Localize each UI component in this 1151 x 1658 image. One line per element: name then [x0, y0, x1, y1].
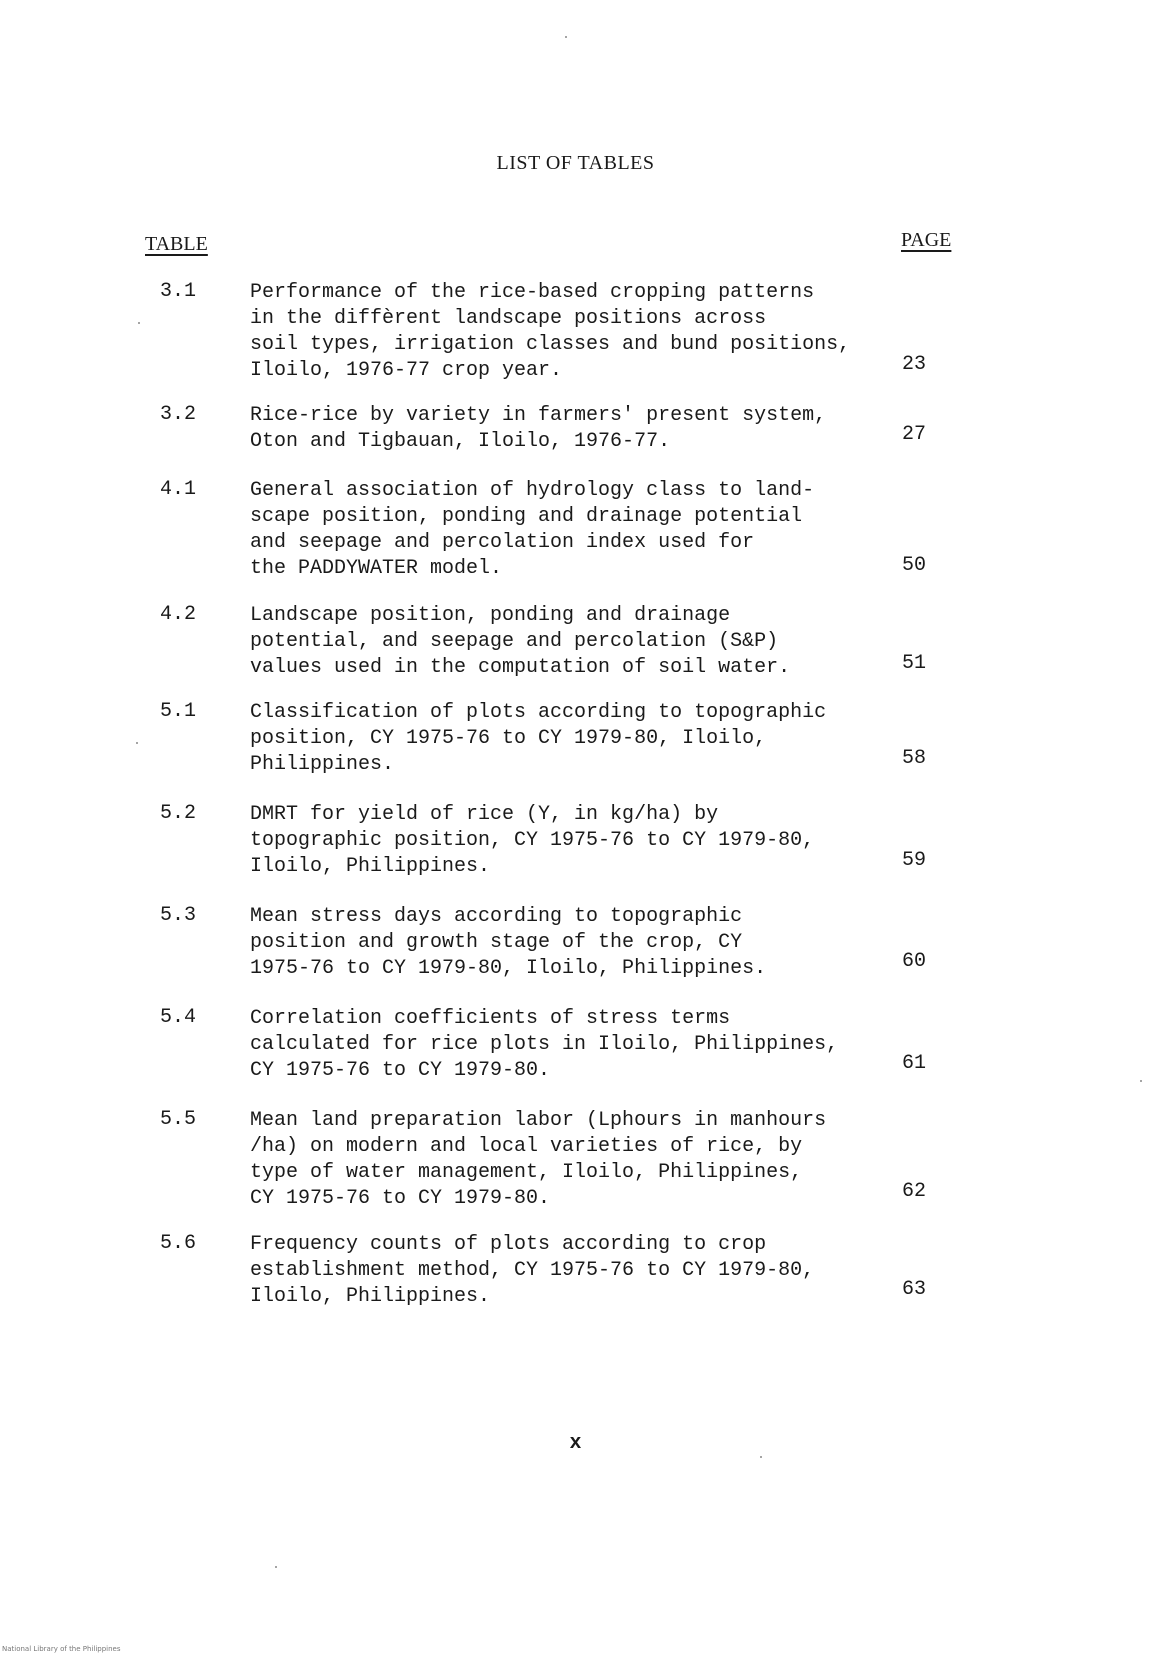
list-item	[0, 403, 1151, 478]
scan-speck	[275, 1566, 277, 1568]
page-title: LIST OF TABLES	[496, 152, 655, 174]
table-description: Landscape position, ponding and drainage potential, and seepage and percolation (S&P) values used in the computation of soil water.	[250, 604, 791, 679]
scan-speck	[136, 742, 138, 744]
table-page: 61	[901, 1052, 926, 1075]
table-page: 50	[901, 554, 926, 577]
table-number: 5.6	[160, 1232, 197, 1255]
list-item	[0, 802, 1151, 904]
list-item	[0, 1232, 1151, 1334]
table-description: Rice-rice by variety in farmers' present system, Oton and Tigbauan, Iloilo, 1976-77.	[250, 404, 827, 453]
page-number: x	[569, 1432, 582, 1455]
table-number: 3.1	[160, 280, 197, 303]
list-item	[0, 280, 1151, 403]
table-page: 51	[901, 652, 926, 675]
list-item	[0, 1108, 1151, 1232]
list-item	[0, 700, 1151, 802]
list-item	[0, 904, 1151, 1006]
scan-speck	[760, 1456, 762, 1458]
list-item	[0, 1006, 1151, 1108]
table-page: 60	[901, 950, 926, 973]
page-column-header: PAGE	[901, 229, 952, 251]
scan-speck	[138, 322, 140, 324]
table-page: 27	[901, 423, 926, 446]
table-number: 5.5	[160, 1108, 197, 1131]
list-item	[0, 478, 1151, 603]
table-page: 63	[901, 1278, 926, 1301]
table-page: 59	[901, 849, 926, 872]
table-description: Mean stress days according to topographic position and growth stage of the crop, CY 1975-76 to CY 1979-80, Iloilo, Philippines.	[250, 905, 767, 980]
table-number: 5.2	[160, 802, 197, 825]
table-column-header: TABLE	[145, 233, 208, 255]
table-number: 4.1	[160, 478, 197, 501]
table-list	[0, 280, 1151, 1334]
scan-speck	[565, 36, 567, 38]
list-item	[0, 603, 1151, 700]
table-page: 58	[901, 747, 926, 770]
table-number: 5.3	[160, 904, 197, 927]
table-number: 5.1	[160, 700, 197, 723]
table-number: 5.4	[160, 1006, 197, 1029]
table-description: DMRT for yield of rice (Y, in kg/ha) by topographic position, CY 1975-76 to CY 1979-80, Iloilo, Philippines.	[250, 803, 815, 878]
table-description: Frequency counts of plots according to crop establishment method, CY 1975-76 to CY 1979-80, Iloilo, Philippines.	[250, 1233, 815, 1308]
scan-stamp: National Library of the Philippines	[2, 1645, 121, 1653]
table-description: General association of hydrology class to land- scape position, ponding and drainage potential and seepage and percolation index used for the PADDYWATER model.	[250, 479, 815, 580]
table-description: Correlation coefficients of stress terms calculated for rice plots in Iloilo, Philippines, CY 1975-76 to CY 1979-80.	[250, 1007, 839, 1082]
table-page: 23	[901, 353, 926, 376]
table-page: 62	[901, 1180, 926, 1203]
table-number: 4.2	[160, 603, 197, 626]
table-description: Mean land preparation labor (Lphours in manhours /ha) on modern and local varieties of rice, by type of water management, Iloilo, Philippines, CY 1975-76 to CY 1979-80.	[250, 1109, 827, 1210]
table-description: Performance of the rice-based cropping patterns in the diffèrent landscape positions across soil types, irrigation classes and bund positions, Iloilo, 1976-77 crop year.	[250, 281, 851, 382]
table-description: Classification of plots according to topographic position, CY 1975-76 to CY 1979-80, Iloilo, Philippines.	[250, 701, 827, 776]
scan-speck	[1140, 1080, 1142, 1082]
table-number: 3.2	[160, 403, 197, 426]
